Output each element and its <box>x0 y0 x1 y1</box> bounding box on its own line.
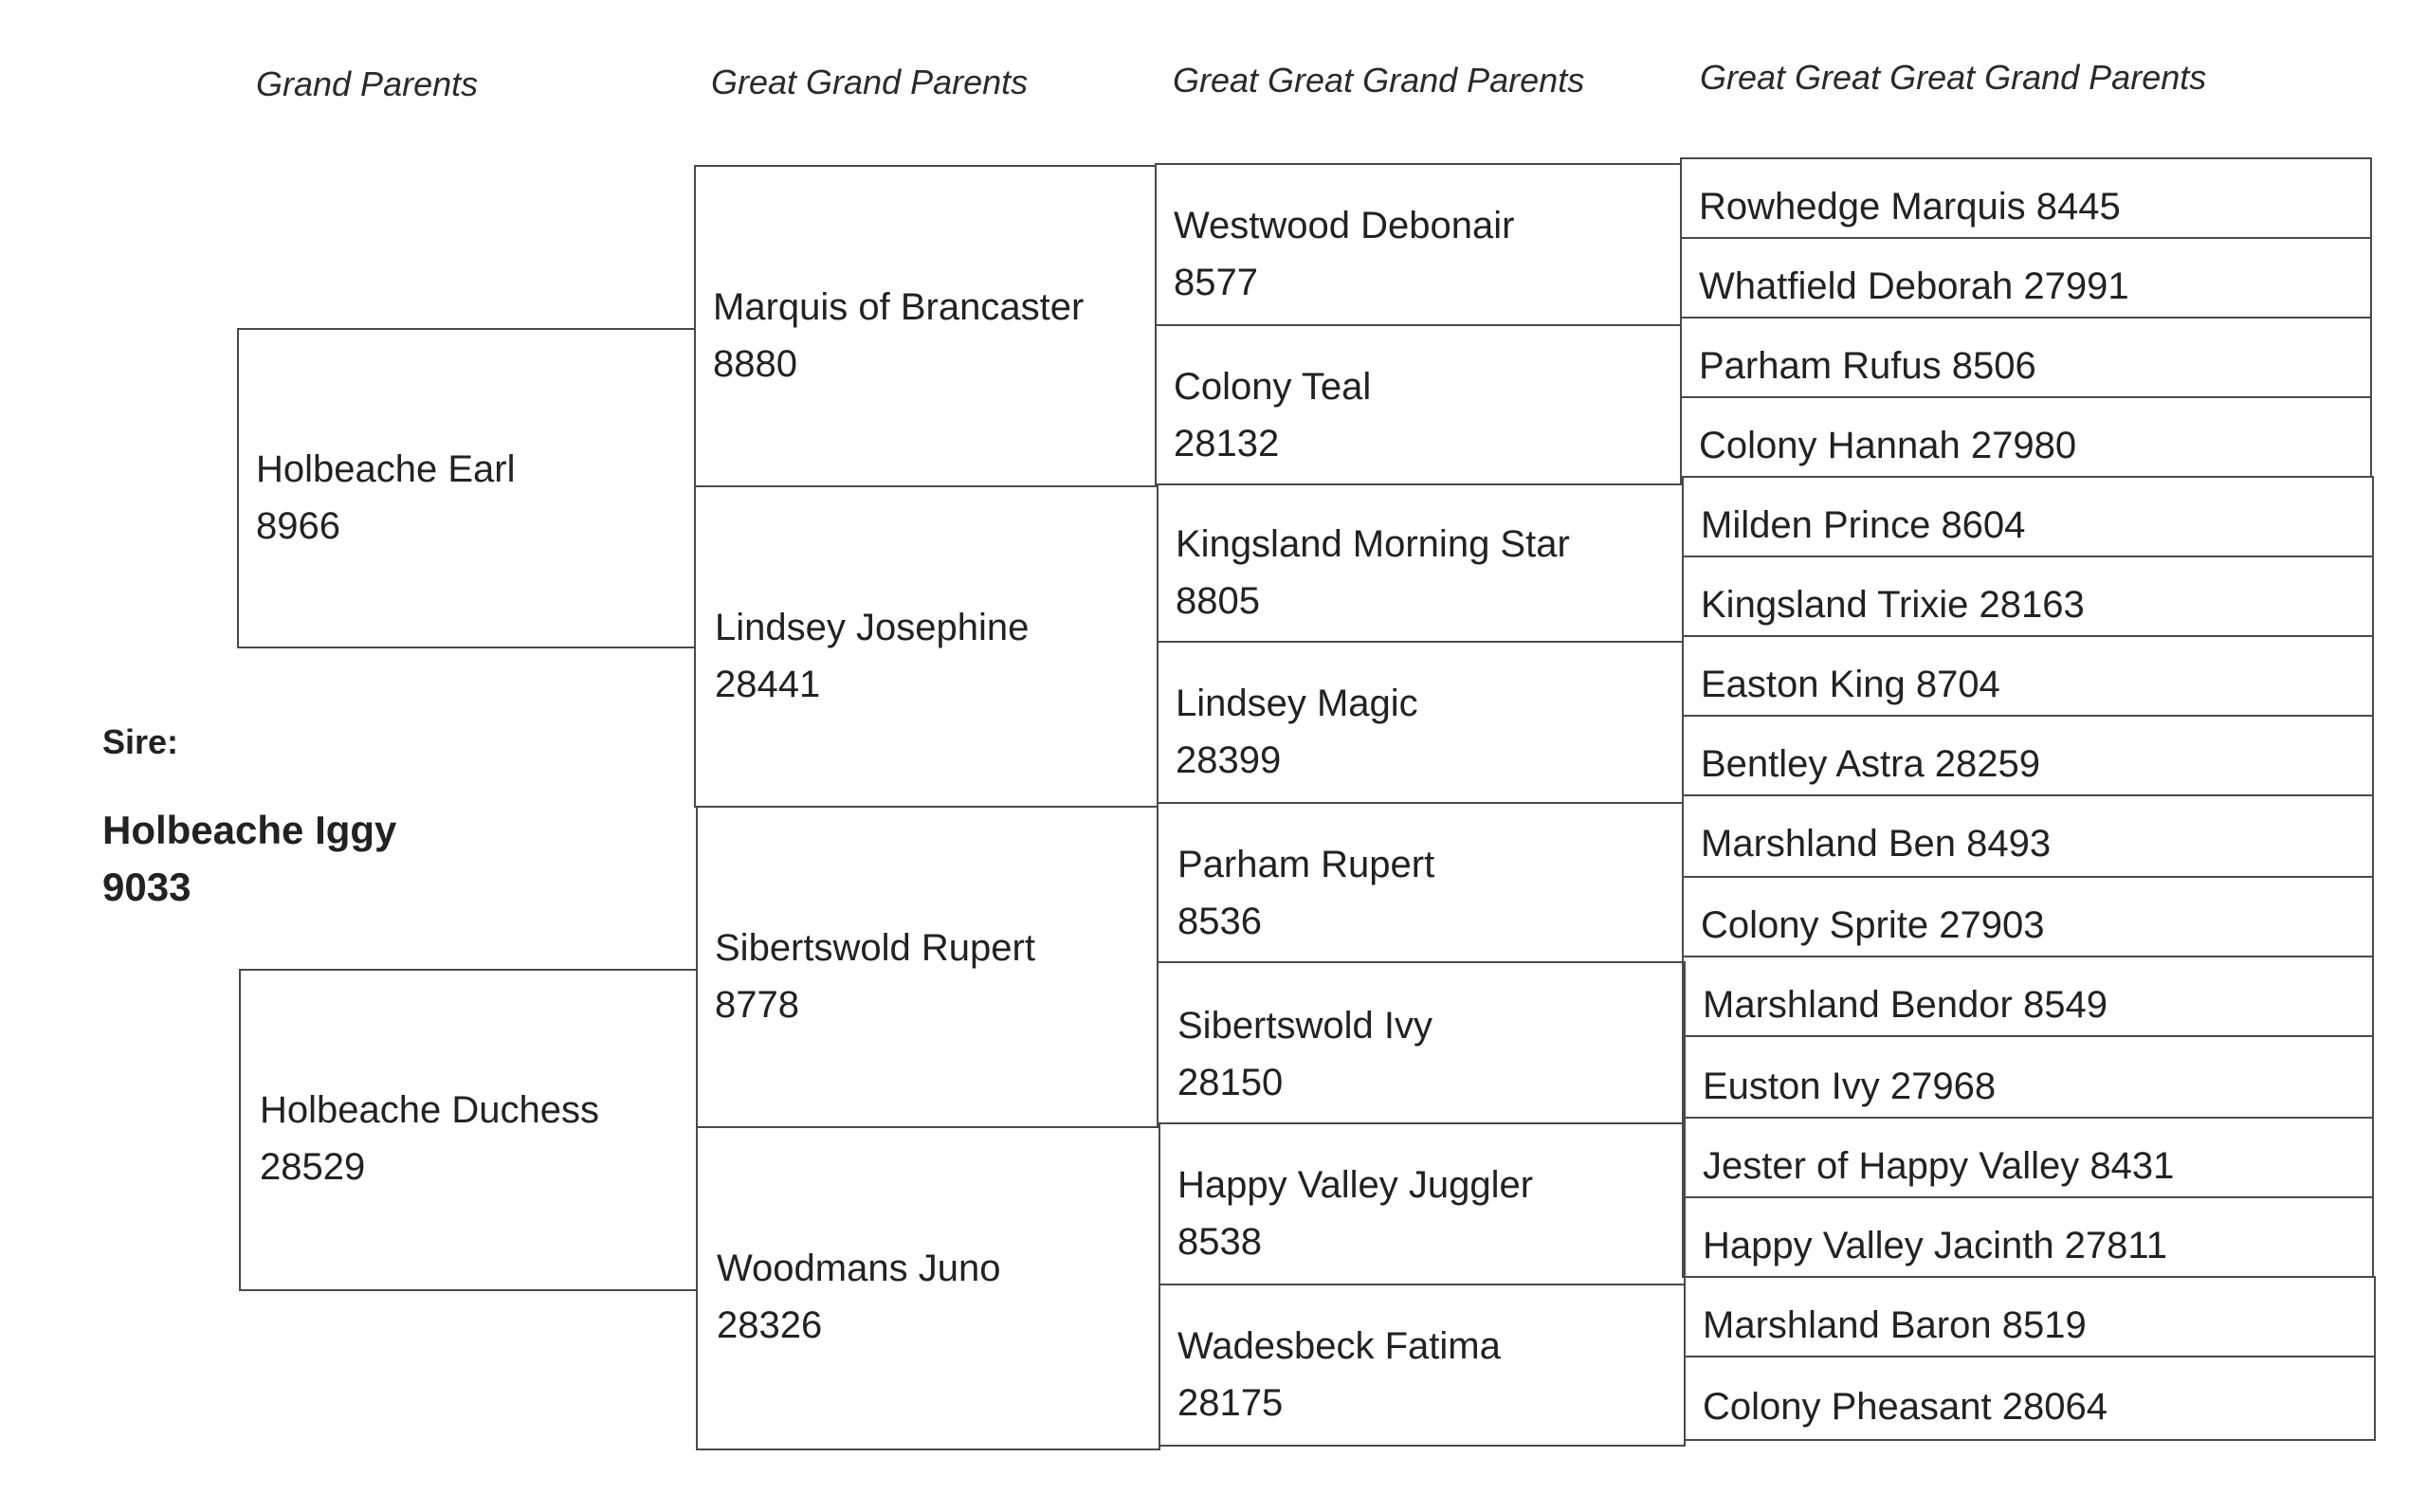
sire-name: Holbeache Iggy <box>102 808 397 852</box>
ggp-4 <box>1176 675 1418 789</box>
grand-parent-2-name: Holbeache Duchess <box>260 1089 599 1131</box>
gggp-10: Colony Sprite 27903 <box>1701 904 2045 946</box>
ggp-1 <box>1174 197 1514 311</box>
gggp-8: Bentley Astra 28259 <box>1701 743 2041 785</box>
great-grand-parent-3-number: 8778 <box>715 984 799 1026</box>
grand-parent-1-number: 8966 <box>256 505 340 547</box>
header-great-great-great-grand-parents: Great Great Great Grand Parents <box>1700 58 2207 97</box>
gggp-3: Parham Rufus 8506 <box>1699 345 2036 387</box>
ggp-1-name: Westwood Debonair <box>1174 205 1515 246</box>
ggp-1-number: 8577 <box>1174 262 1258 303</box>
ggp-2-number: 28132 <box>1174 423 1280 465</box>
ggp-8-name: Wadesbeck Fatima <box>1177 1325 1501 1367</box>
great-grand-parent-4-number: 28326 <box>717 1304 823 1346</box>
great-grand-parent-2 <box>715 599 1029 713</box>
gggp-12: Euston Ivy 27968 <box>1703 1066 1997 1107</box>
ggp-6-number: 28150 <box>1177 1062 1284 1103</box>
header-grand-parents: Grand Parents <box>256 64 479 103</box>
ggp-3-name: Kingsland Morning Star <box>1176 523 1570 565</box>
ggp-3 <box>1176 516 1570 629</box>
great-grand-parent-2-name: Lindsey Josephine <box>715 607 1030 648</box>
gggp-14: Happy Valley Jacinth 27811 <box>1703 1225 2167 1266</box>
header-great-grand-parents: Great Grand Parents <box>711 63 1029 101</box>
gggp-15: Marshland Baron 8519 <box>1703 1304 2087 1346</box>
header-great-great-grand-parents: Great Great Grand Parents <box>1173 61 1585 100</box>
gggp-2: Whatfield Deborah 27991 <box>1699 265 2129 307</box>
sire-name-block <box>102 802 396 916</box>
gggp-13: Jester of Happy Valley 8431 <box>1703 1145 2175 1187</box>
great-grand-parent-1 <box>713 279 1084 392</box>
great-grand-parent-3 <box>715 920 1035 1033</box>
gggp-9: Marshland Ben 8493 <box>1701 823 2052 865</box>
ggp-5 <box>1177 836 1434 950</box>
gggp-4: Colony Hannah 27980 <box>1699 425 2077 466</box>
ggp-5-name: Parham Rupert <box>1177 844 1435 885</box>
ggp-5-number: 8536 <box>1177 901 1262 942</box>
ggp-2-name: Colony Teal <box>1174 366 1372 408</box>
gggp-1: Rowhedge Marquis 8445 <box>1699 186 2121 228</box>
grand-parent-1 <box>256 441 516 555</box>
ggp-6 <box>1177 997 1432 1111</box>
great-grand-parent-4-name: Woodmans Juno <box>717 1248 1001 1289</box>
great-grand-parent-1-name: Marquis of Brancaster <box>713 286 1085 328</box>
ggp-8-number: 28175 <box>1177 1382 1284 1424</box>
ggp-4-number: 28399 <box>1176 739 1282 781</box>
sire-number: 9033 <box>102 865 192 909</box>
gggp-5: Milden Prince 8604 <box>1701 504 2026 546</box>
ggp-3-number: 8805 <box>1176 580 1260 622</box>
ggp-2 <box>1174 358 1371 472</box>
great-grand-parent-1-number: 8880 <box>713 343 797 385</box>
sire-label: Sire: <box>102 722 179 761</box>
grand-parent-2 <box>260 1082 599 1195</box>
ggp-8 <box>1177 1318 1501 1431</box>
ggp-6-name: Sibertswold Ivy <box>1177 1005 1432 1047</box>
great-grand-parent-2-number: 28441 <box>715 664 821 705</box>
ggp-7-name: Happy Valley Juggler <box>1177 1164 1534 1206</box>
ggp-7 <box>1177 1157 1533 1270</box>
gggp-11: Marshland Bendor 8549 <box>1703 984 2108 1026</box>
grand-parent-2-number: 28529 <box>260 1146 366 1188</box>
ggp-4-name: Lindsey Magic <box>1176 683 1418 724</box>
gggp-7: Easton King 8704 <box>1701 664 2000 705</box>
grand-parent-1-name: Holbeache Earl <box>256 448 516 490</box>
gggp-6: Kingsland Trixie 28163 <box>1701 584 2085 626</box>
ggp-7-number: 8538 <box>1177 1221 1262 1263</box>
great-grand-parent-4 <box>717 1240 1000 1354</box>
gggp-16: Colony Pheasant 28064 <box>1703 1386 2108 1428</box>
great-grand-parent-3-name: Sibertswold Rupert <box>715 927 1035 969</box>
